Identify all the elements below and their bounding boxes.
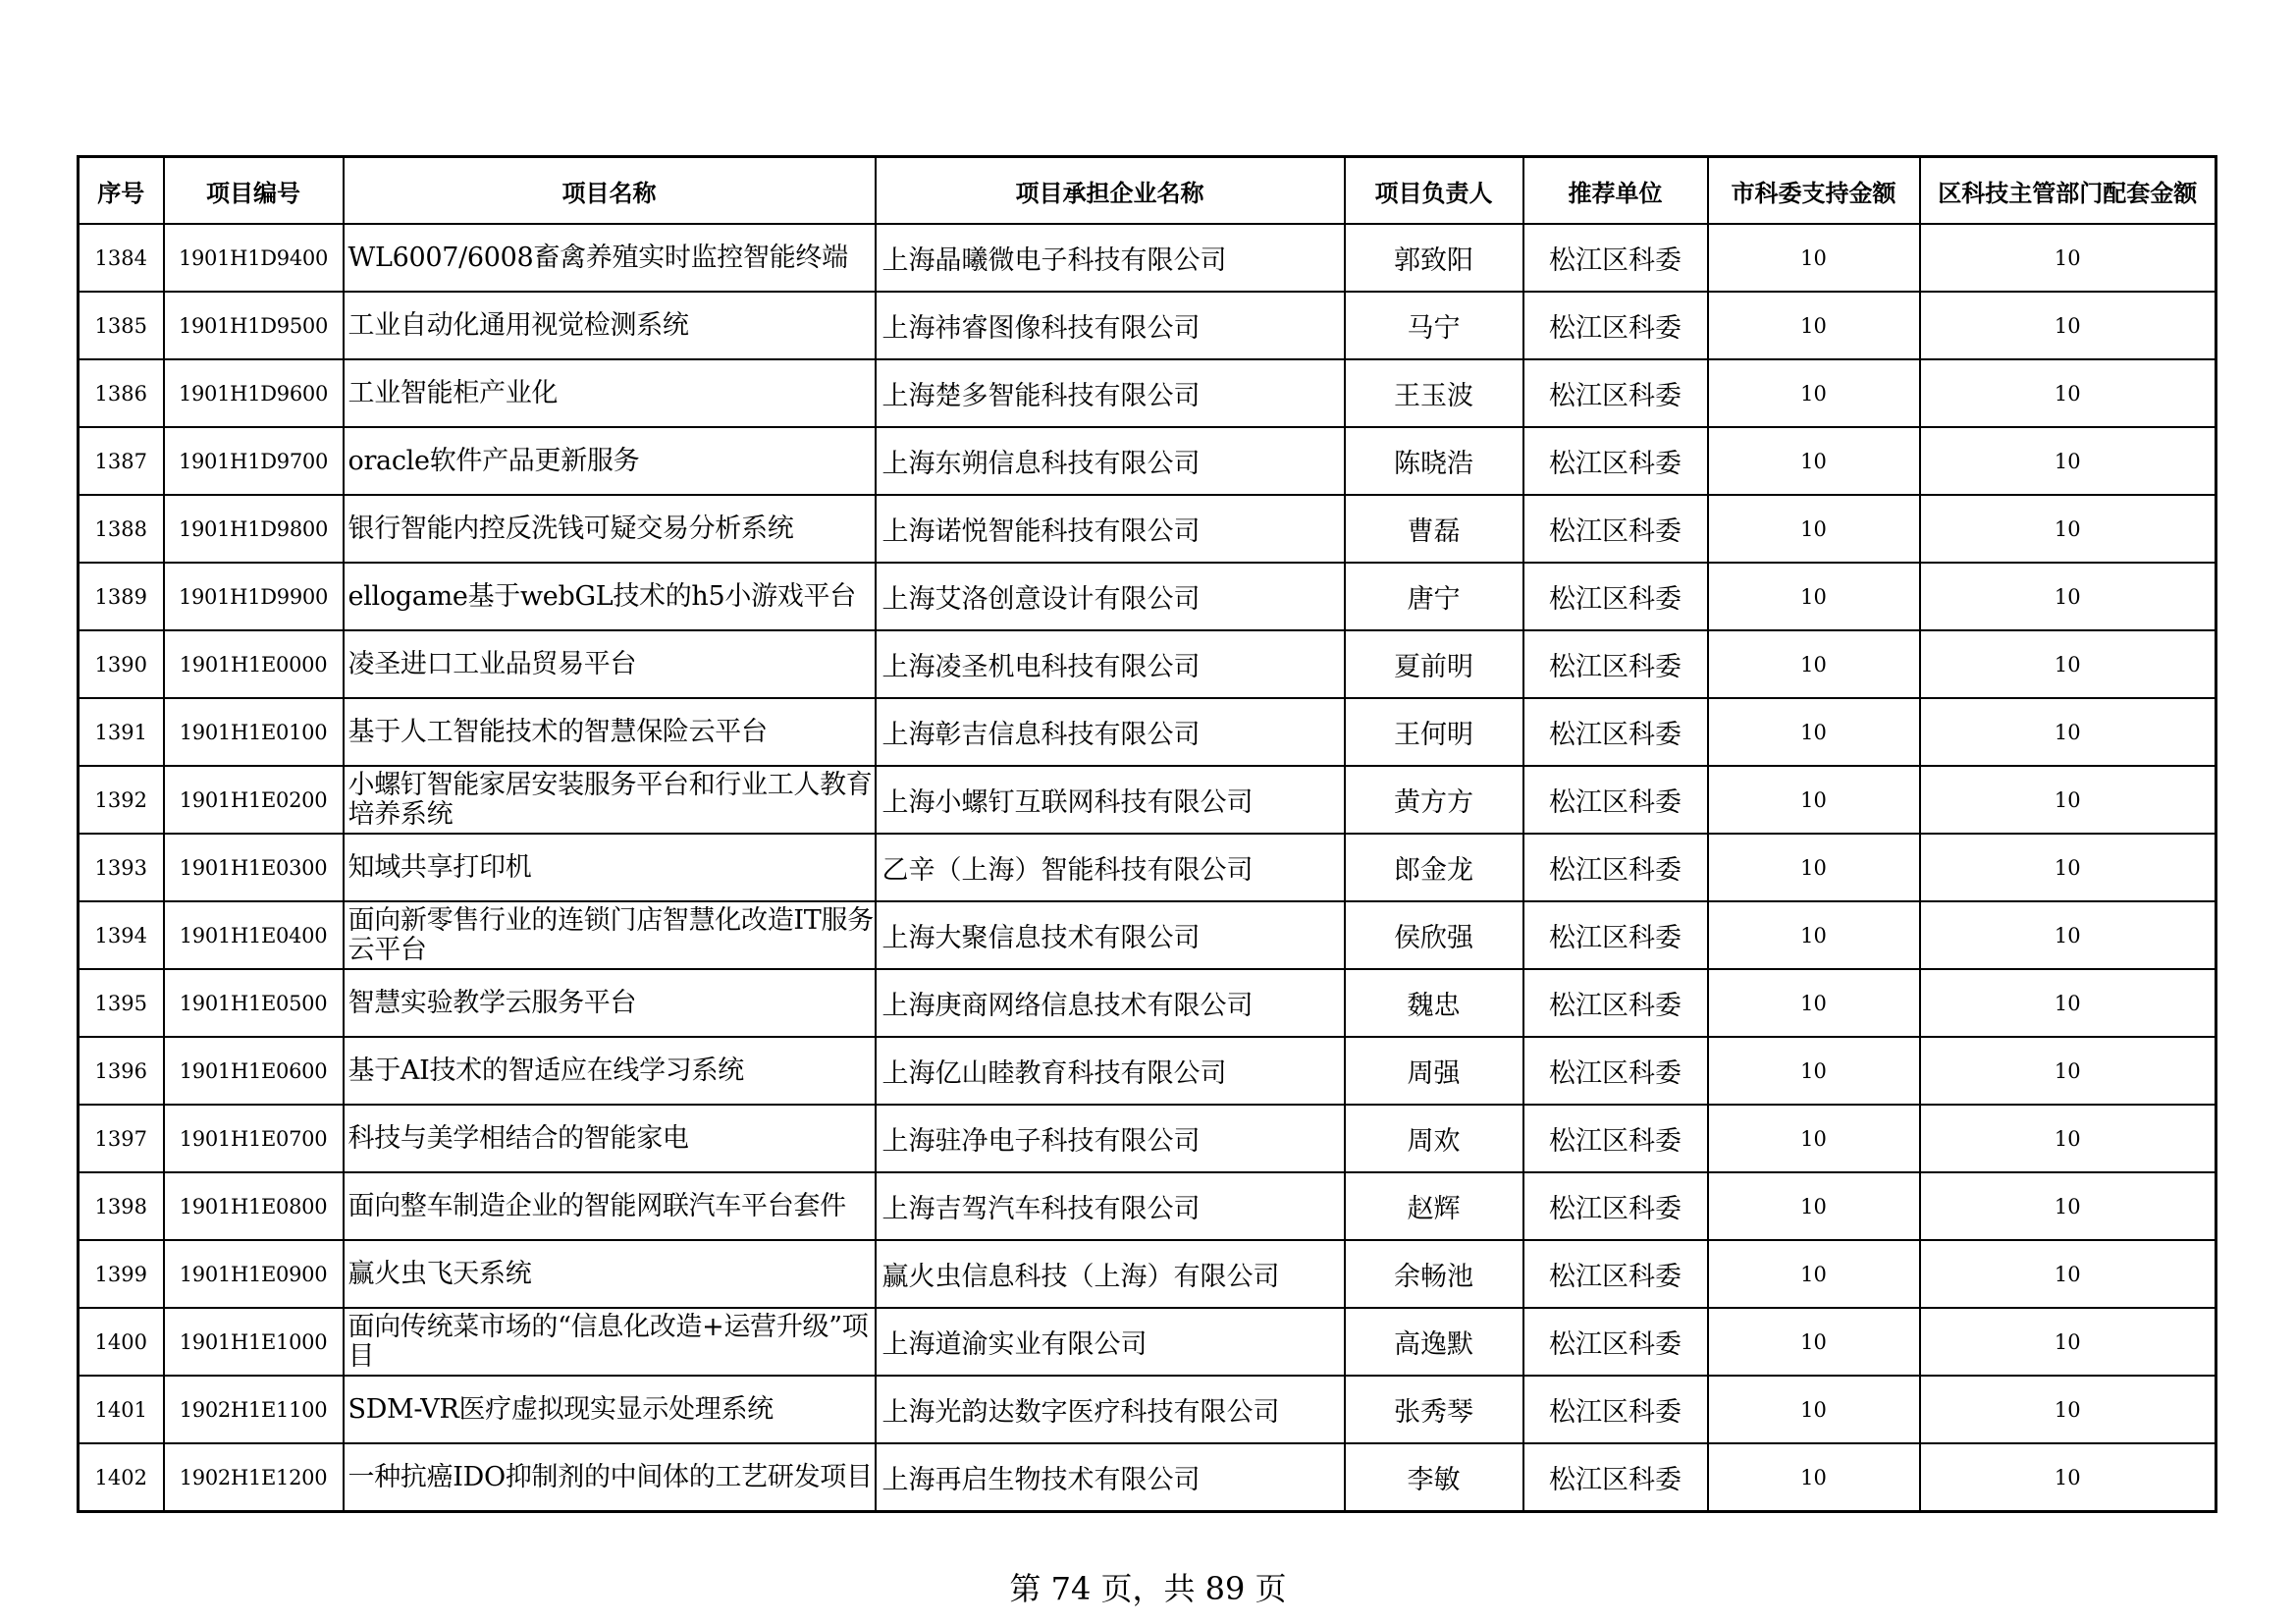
header-city-support-amount: 市科委支持金额	[1708, 157, 1920, 225]
cell-project-code: 1901H1E0200	[164, 766, 344, 834]
cell-city-support-amount: 10	[1708, 563, 1920, 630]
cell-city-support-amount: 10	[1708, 698, 1920, 766]
cell-project-name: 面向整车制造企业的智能网联汽车平台套件	[344, 1172, 876, 1240]
cell-district-matching-amount: 10	[1920, 224, 2216, 292]
cell-project-name: 小螺钉智能家居安装服务平台和行业工人教育培养系统	[344, 766, 876, 834]
table-row	[79, 834, 2216, 901]
cell-project-name: 凌圣进口工业品贸易平台	[344, 630, 876, 698]
cell-project-name: 面向新零售行业的连锁门店智慧化改造IT服务云平台	[344, 901, 876, 969]
cell-project-code: 1901H1E0800	[164, 1172, 344, 1240]
header-project-code: 项目编号	[164, 157, 344, 225]
cell-serial: 1400	[79, 1308, 164, 1376]
header-recommending-unit: 推荐单位	[1523, 157, 1708, 225]
cell-serial: 1396	[79, 1037, 164, 1105]
cell-project-code: 1901H1D9700	[164, 427, 344, 495]
cell-district-matching-amount: 10	[1920, 1376, 2216, 1443]
cell-recommending-unit: 松江区科委	[1523, 1308, 1708, 1376]
cell-recommending-unit: 松江区科委	[1523, 969, 1708, 1037]
table-row	[79, 766, 2216, 834]
cell-project-leader: 王玉波	[1345, 359, 1523, 427]
cell-serial: 1391	[79, 698, 164, 766]
cell-project-code: 1901H1D9400	[164, 224, 344, 292]
cell-serial: 1385	[79, 292, 164, 359]
cell-serial: 1402	[79, 1443, 164, 1512]
table-row	[79, 224, 2216, 292]
table-row	[79, 969, 2216, 1037]
cell-project-leader: 曹磊	[1345, 495, 1523, 563]
cell-city-support-amount: 10	[1708, 292, 1920, 359]
cell-district-matching-amount: 10	[1920, 630, 2216, 698]
cell-project-name: 面向传统菜市场的“信息化改造+运营升级”项目	[344, 1308, 876, 1376]
cell-city-support-amount: 10	[1708, 969, 1920, 1037]
cell-project-leader: 郭致阳	[1345, 224, 1523, 292]
cell-company-name: 乙辛（上海）智能科技有限公司	[876, 834, 1345, 901]
cell-serial: 1386	[79, 359, 164, 427]
cell-recommending-unit: 松江区科委	[1523, 1240, 1708, 1308]
cell-project-leader: 陈晓浩	[1345, 427, 1523, 495]
cell-city-support-amount: 10	[1708, 495, 1920, 563]
cell-city-support-amount: 10	[1708, 1376, 1920, 1443]
cell-project-name: 一种抗癌IDO抑制剂的中间体的工艺研发项目	[344, 1443, 876, 1512]
cell-project-leader: 夏前明	[1345, 630, 1523, 698]
cell-city-support-amount: 10	[1708, 834, 1920, 901]
cell-project-name: 科技与美学相结合的智能家电	[344, 1105, 876, 1172]
cell-recommending-unit: 松江区科委	[1523, 563, 1708, 630]
table-row	[79, 495, 2216, 563]
table-row	[79, 292, 2216, 359]
cell-company-name: 上海东朔信息科技有限公司	[876, 427, 1345, 495]
cell-company-name: 上海诺悦智能科技有限公司	[876, 495, 1345, 563]
cell-city-support-amount: 10	[1708, 901, 1920, 969]
header-project-name: 项目名称	[344, 157, 876, 225]
page-number: 第 74 页，共 89 页	[1009, 1570, 1287, 1607]
cell-recommending-unit: 松江区科委	[1523, 495, 1708, 563]
cell-city-support-amount: 10	[1708, 1240, 1920, 1308]
cell-serial: 1387	[79, 427, 164, 495]
cell-project-code: 1901H1D9600	[164, 359, 344, 427]
cell-recommending-unit: 松江区科委	[1523, 1443, 1708, 1512]
cell-recommending-unit: 松江区科委	[1523, 359, 1708, 427]
cell-recommending-unit: 松江区科委	[1523, 698, 1708, 766]
cell-company-name: 上海楚多智能科技有限公司	[876, 359, 1345, 427]
cell-district-matching-amount: 10	[1920, 766, 2216, 834]
header-district-matching-amount: 区科技主管部门配套金额	[1920, 157, 2216, 225]
cell-company-name: 上海再启生物技术有限公司	[876, 1443, 1345, 1512]
cell-company-name: 上海驻净电子科技有限公司	[876, 1105, 1345, 1172]
cell-district-matching-amount: 10	[1920, 1172, 2216, 1240]
table-row	[79, 1308, 2216, 1376]
table-row	[79, 359, 2216, 427]
cell-recommending-unit: 松江区科委	[1523, 901, 1708, 969]
cell-district-matching-amount: 10	[1920, 834, 2216, 901]
cell-serial: 1401	[79, 1376, 164, 1443]
cell-project-leader: 高逸默	[1345, 1308, 1523, 1376]
cell-district-matching-amount: 10	[1920, 427, 2216, 495]
cell-project-code: 1902H1E1200	[164, 1443, 344, 1512]
cell-company-name: 上海小螺钉互联网科技有限公司	[876, 766, 1345, 834]
cell-project-leader: 郎金龙	[1345, 834, 1523, 901]
cell-project-leader: 魏忠	[1345, 969, 1523, 1037]
cell-district-matching-amount: 10	[1920, 901, 2216, 969]
cell-district-matching-amount: 10	[1920, 563, 2216, 630]
cell-company-name: 上海祎睿图像科技有限公司	[876, 292, 1345, 359]
table-row	[79, 1037, 2216, 1105]
cell-city-support-amount: 10	[1708, 224, 1920, 292]
cell-project-code: 1901H1D9500	[164, 292, 344, 359]
cell-city-support-amount: 10	[1708, 1037, 1920, 1105]
cell-recommending-unit: 松江区科委	[1523, 630, 1708, 698]
cell-company-name: 上海庚商网络信息技术有限公司	[876, 969, 1345, 1037]
cell-project-code: 1901H1E0300	[164, 834, 344, 901]
table-row	[79, 563, 2216, 630]
table-row	[79, 1240, 2216, 1308]
cell-project-leader: 黄方方	[1345, 766, 1523, 834]
cell-project-name: 智慧实验教学云服务平台	[344, 969, 876, 1037]
cell-project-code: 1901H1E1000	[164, 1308, 344, 1376]
cell-company-name: 上海艾洛创意设计有限公司	[876, 563, 1345, 630]
cell-company-name: 上海彰吉信息科技有限公司	[876, 698, 1345, 766]
table-row	[79, 1376, 2216, 1443]
cell-project-leader: 王何明	[1345, 698, 1523, 766]
cell-project-leader: 余畅池	[1345, 1240, 1523, 1308]
cell-district-matching-amount: 10	[1920, 1308, 2216, 1376]
cell-project-leader: 赵辉	[1345, 1172, 1523, 1240]
cell-project-code: 1901H1E0000	[164, 630, 344, 698]
cell-district-matching-amount: 10	[1920, 1037, 2216, 1105]
table-row	[79, 698, 2216, 766]
cell-serial: 1392	[79, 766, 164, 834]
table-row	[79, 1443, 2216, 1512]
cell-recommending-unit: 松江区科委	[1523, 834, 1708, 901]
table-header-row	[79, 157, 2216, 225]
cell-company-name: 上海凌圣机电科技有限公司	[876, 630, 1345, 698]
cell-project-name: 知域共享打印机	[344, 834, 876, 901]
cell-project-name: 工业智能柜产业化	[344, 359, 876, 427]
cell-district-matching-amount: 10	[1920, 1240, 2216, 1308]
table-row	[79, 427, 2216, 495]
table-row	[79, 1172, 2216, 1240]
cell-recommending-unit: 松江区科委	[1523, 427, 1708, 495]
cell-project-name: 基于AI技术的智适应在线学习系统	[344, 1037, 876, 1105]
cell-project-code: 1901H1E0900	[164, 1240, 344, 1308]
cell-project-code: 1901H1E0400	[164, 901, 344, 969]
cell-project-name: oracle软件产品更新服务	[344, 427, 876, 495]
cell-serial: 1397	[79, 1105, 164, 1172]
cell-city-support-amount: 10	[1708, 427, 1920, 495]
cell-project-code: 1901H1D9900	[164, 563, 344, 630]
cell-project-leader: 周强	[1345, 1037, 1523, 1105]
project-table	[77, 155, 2217, 1513]
cell-recommending-unit: 松江区科委	[1523, 1105, 1708, 1172]
cell-district-matching-amount: 10	[1920, 292, 2216, 359]
cell-serial: 1389	[79, 563, 164, 630]
cell-company-name: 上海光韵达数字医疗科技有限公司	[876, 1376, 1345, 1443]
table-body	[79, 224, 2216, 1512]
cell-project-leader: 李敏	[1345, 1443, 1523, 1512]
cell-district-matching-amount: 10	[1920, 495, 2216, 563]
cell-project-leader: 唐宁	[1345, 563, 1523, 630]
cell-recommending-unit: 松江区科委	[1523, 224, 1708, 292]
cell-project-leader: 马宁	[1345, 292, 1523, 359]
cell-company-name: 赢火虫信息科技（上海）有限公司	[876, 1240, 1345, 1308]
cell-project-name: 工业自动化通用视觉检测系统	[344, 292, 876, 359]
cell-recommending-unit: 松江区科委	[1523, 1376, 1708, 1443]
cell-project-code: 1901H1D9800	[164, 495, 344, 563]
cell-recommending-unit: 松江区科委	[1523, 292, 1708, 359]
cell-project-code: 1901H1E0500	[164, 969, 344, 1037]
cell-project-code: 1901H1E0700	[164, 1105, 344, 1172]
cell-serial: 1398	[79, 1172, 164, 1240]
cell-project-code: 1902H1E1100	[164, 1376, 344, 1443]
cell-serial: 1390	[79, 630, 164, 698]
cell-project-leader: 张秀琴	[1345, 1376, 1523, 1443]
cell-project-leader: 侯欣强	[1345, 901, 1523, 969]
cell-city-support-amount: 10	[1708, 1308, 1920, 1376]
cell-project-name: 基于人工智能技术的智慧保险云平台	[344, 698, 876, 766]
header-project-leader: 项目负责人	[1345, 157, 1523, 225]
cell-recommending-unit: 松江区科委	[1523, 766, 1708, 834]
cell-project-leader: 周欢	[1345, 1105, 1523, 1172]
cell-serial: 1394	[79, 901, 164, 969]
cell-district-matching-amount: 10	[1920, 1443, 2216, 1512]
cell-company-name: 上海亿山睦教育科技有限公司	[876, 1037, 1345, 1105]
cell-recommending-unit: 松江区科委	[1523, 1037, 1708, 1105]
cell-project-code: 1901H1E0100	[164, 698, 344, 766]
cell-city-support-amount: 10	[1708, 766, 1920, 834]
table-row	[79, 630, 2216, 698]
cell-city-support-amount: 10	[1708, 1172, 1920, 1240]
cell-district-matching-amount: 10	[1920, 698, 2216, 766]
cell-project-name: ellogame基于webGL技术的h5小游戏平台	[344, 563, 876, 630]
cell-company-name: 上海吉驾汽车科技有限公司	[876, 1172, 1345, 1240]
cell-district-matching-amount: 10	[1920, 359, 2216, 427]
cell-serial: 1399	[79, 1240, 164, 1308]
cell-serial: 1384	[79, 224, 164, 292]
cell-serial: 1388	[79, 495, 164, 563]
cell-project-name: SDM-VR医疗虚拟现实显示处理系统	[344, 1376, 876, 1443]
cell-district-matching-amount: 10	[1920, 1105, 2216, 1172]
cell-company-name: 上海晶曦微电子科技有限公司	[876, 224, 1345, 292]
table-row	[79, 901, 2216, 969]
cell-company-name: 上海道渝实业有限公司	[876, 1308, 1345, 1376]
cell-serial: 1395	[79, 969, 164, 1037]
cell-city-support-amount: 10	[1708, 630, 1920, 698]
cell-project-name: WL6007/6008畜禽养殖实时监控智能终端	[344, 224, 876, 292]
cell-city-support-amount: 10	[1708, 1105, 1920, 1172]
cell-recommending-unit: 松江区科委	[1523, 1172, 1708, 1240]
table-row	[79, 1105, 2216, 1172]
header-serial: 序号	[79, 157, 164, 225]
cell-project-code: 1901H1E0600	[164, 1037, 344, 1105]
cell-company-name: 上海大聚信息技术有限公司	[876, 901, 1345, 969]
cell-project-name: 银行智能内控反洗钱可疑交易分析系统	[344, 495, 876, 563]
cell-city-support-amount: 10	[1708, 1443, 1920, 1512]
header-company-name: 项目承担企业名称	[876, 157, 1345, 225]
cell-district-matching-amount: 10	[1920, 969, 2216, 1037]
cell-serial: 1393	[79, 834, 164, 901]
cell-project-name: 赢火虫飞天系统	[344, 1240, 876, 1308]
cell-city-support-amount: 10	[1708, 359, 1920, 427]
